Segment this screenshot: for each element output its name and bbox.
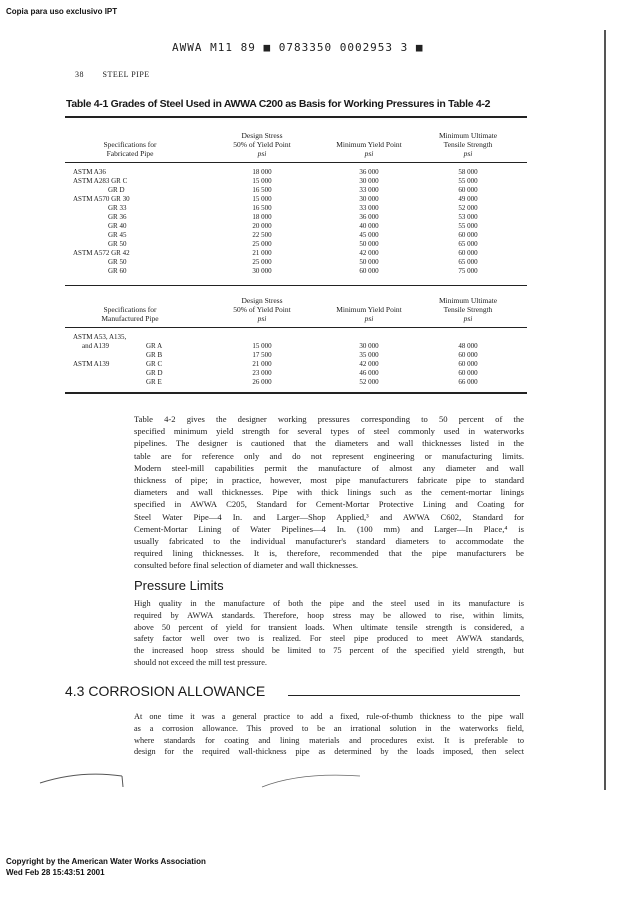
- table-row-spec: GR 60: [108, 267, 127, 275]
- header-spec-manufactured: Specifications for Manufactured Pipe: [101, 305, 159, 323]
- table-row-spec: ASTM A572 GR 42: [73, 249, 130, 257]
- table-row-spec: GR 33: [108, 204, 127, 212]
- table-cell-design: 26 000: [252, 378, 272, 386]
- table-cell-grade: GR A: [146, 342, 163, 350]
- table-cell-yield: 40 000: [359, 222, 379, 230]
- table-row-spec: GR 36: [108, 213, 127, 221]
- text-line: design for the required wall-thickness pipe as determined by the loads imposed, then select: [134, 747, 524, 757]
- text-line: specified minimum yield strength for several types of steel commonly used in waterworks: [134, 426, 524, 437]
- table-cell-tensile: 58 000: [458, 168, 478, 176]
- table-row-spec: ASTM A570 GR 30: [73, 195, 130, 203]
- table-row-spec: ASTM A36: [73, 168, 106, 176]
- text-line: required by AWWA standards. Therefore, hoop stress may be allowed to rise, within limits,: [134, 610, 524, 620]
- text-line: Cement-Mortar Lining of Water Pipelines—4 In. (100 mm) and Larger—In Place,⁴ is: [134, 523, 524, 534]
- text-line: required lining thicknesses. It is, therefore, recommended that the pipe manufacturers be: [134, 548, 524, 559]
- table-cell-yield: 52 000: [359, 378, 379, 386]
- text-line: specified in AWWA C205, Standard for Cement-Mortar Protective Lining and Coating for: [134, 499, 524, 510]
- table-cell-design: 30 000: [252, 267, 272, 275]
- page-number: 38: [75, 70, 84, 79]
- table-cell-tensile: 49 000: [458, 195, 478, 203]
- footer-timestamp: Wed Feb 28 15:43:51 2001: [6, 868, 105, 877]
- table-spec-line: ASTM A53, A135,: [73, 333, 127, 341]
- table-cell-tensile: 60 000: [458, 231, 478, 239]
- table-cell-design: 21 000: [252, 360, 272, 368]
- header-min-yield-2: Minimum Yield Point psi: [336, 305, 402, 323]
- header-design-stress: Design Stress 50% of Yield Point psi: [233, 131, 291, 158]
- table-cell-yield: 33 000: [359, 204, 379, 212]
- text-line: should not exceed the mill test pressure.: [134, 657, 267, 667]
- table-cell-yield: 45 000: [359, 231, 379, 239]
- header-min-tensile: Minimum Ultimate Tensile Strength psi: [438, 131, 498, 158]
- table-row-spec: GR D: [108, 186, 125, 194]
- table-cell-grade: GR E: [146, 378, 162, 386]
- table-cell-design: 18 000: [252, 168, 272, 176]
- table-cell-tensile: 60 000: [458, 360, 478, 368]
- table-cell-yield: 50 000: [359, 258, 379, 266]
- table-cell-yield: 42 000: [359, 249, 379, 257]
- footer-copyright: Copyright by the American Water Works Association: [6, 857, 206, 866]
- text-line: consulted before final selection of diameter and wall thicknesses.: [134, 560, 359, 571]
- table-cell-yield: 30 000: [359, 177, 379, 185]
- running-title: STEEL PIPE: [102, 70, 150, 79]
- table-cell-design: 16 500: [252, 186, 272, 194]
- table-cell-yield: 30 000: [359, 195, 379, 203]
- table-cell-tensile: 60 000: [458, 369, 478, 377]
- table-cell-tensile: 55 000: [458, 177, 478, 185]
- table-cell-tensile: 48 000: [458, 342, 478, 350]
- text-line: the increased hoop stress should be limited to 75 percent of the specified yield strength, but: [134, 646, 524, 656]
- table-row-spec: GR 50: [108, 240, 127, 248]
- table-cell-yield: 60 000: [359, 267, 379, 275]
- table-cell-yield: 36 000: [359, 213, 379, 221]
- table-cell-design: 18 000: [252, 213, 272, 221]
- table-cell-design: 21 000: [252, 249, 272, 257]
- text-line: pipelines. The designer is cautioned that the diameters and wall thicknesses listed in the: [134, 438, 524, 449]
- table-cell-grade: GR B: [146, 351, 163, 359]
- header-note: Copia para uso exclusivo IPT: [6, 7, 118, 16]
- subheading-pressure-limits: Pressure Limits: [134, 578, 224, 593]
- table-cell-grade: GR D: [146, 369, 163, 377]
- table-cell-design: 15 000: [252, 177, 272, 185]
- table-cell-yield: 35 000: [359, 351, 379, 359]
- table-cell-design: 20 000: [252, 222, 272, 230]
- table-cell-tensile: 60 000: [458, 249, 478, 257]
- text-line: as a corrosion allowance. This proved to be an irrational solution in the waterworks field,: [134, 723, 524, 733]
- table-title: Table 4-1 Grades of Steel Used in AWWA C200 as Basis for Working Pressures in Table 4-2: [66, 98, 491, 110]
- text-line: usually fabricated to the individual manufacturer's standard diameters to accommodate the: [134, 536, 524, 547]
- header-spec-fabricated: Specifications for Fabricated Pipe: [103, 140, 157, 158]
- scan-code: AWWA M11 89 ■ 0783350 0002953 3 ■: [172, 41, 424, 54]
- table-row-spec: GR 50: [108, 258, 127, 266]
- text-line: diameters and wall thicknesses. Pipe with thick linings such as the cement-mortar linings: [134, 487, 524, 498]
- text-line: above 50 percent of yield for transient loads. When ultimate tensile strength is considered, a: [134, 622, 524, 632]
- table-cell-yield: 46 000: [359, 369, 379, 377]
- text-line: table are for reference only and do not represent engineering or manufacturing limits.: [134, 450, 524, 461]
- table-cell-tensile: 65 000: [458, 258, 478, 266]
- text-line: safety factor well over two is realized. For steel pipe produced to meet AWWA standards,: [134, 634, 524, 644]
- text-line: Steel Water Pipe—4 In. and Larger—Shop Applied,³ and AWWA C602, Standard for: [134, 511, 524, 522]
- table-cell-design: 16 500: [252, 204, 272, 212]
- table-cell-tensile: 60 000: [458, 186, 478, 194]
- table-cell-grade: GR C: [146, 360, 163, 368]
- table-cell-tensile: 65 000: [458, 240, 478, 248]
- table-row-spec: and A139: [82, 342, 110, 350]
- table-cell-tensile: 66 000: [458, 378, 478, 386]
- text-line: At one time it was a general practice to add a fixed, rule-of-thumb thickness to the pipe wall: [134, 712, 524, 721]
- text-line: where standards for coating and lining materials and procedures exist. It is preferable to: [134, 735, 524, 745]
- table-cell-tensile: 52 000: [458, 204, 478, 212]
- text-line: Table 4-2 gives the designer working pressures corresponding to 50 percent of the: [134, 414, 524, 424]
- header-min-tensile-2: Minimum Ultimate Tensile Strength psi: [438, 296, 498, 323]
- table-cell-yield: 42 000: [359, 360, 379, 368]
- table-cell-tensile: 53 000: [458, 213, 478, 221]
- table-cell-design: 17 500: [252, 351, 272, 359]
- table-cell-yield: 36 000: [359, 168, 379, 176]
- table-row-spec: ASTM A283 GR C: [73, 177, 128, 185]
- table-cell-tensile: 60 000: [458, 351, 478, 359]
- table-cell-tensile: 75 000: [458, 267, 478, 275]
- header-design-stress-2: Design Stress 50% of Yield Point psi: [233, 296, 291, 323]
- table-cell-design: 15 000: [252, 195, 272, 203]
- table-cell-yield: 50 000: [359, 240, 379, 248]
- table-cell-tensile: 55 000: [458, 222, 478, 230]
- table-row-spec: ASTM A139: [73, 360, 110, 368]
- text-line: Modern steel-mill capabilities permit the manufacture of almost any diameter and wall: [134, 462, 524, 473]
- text-line: High quality in the manufacture of both the pipe and the steel used in its manufacture is: [134, 599, 524, 608]
- section-heading: 4.3 CORROSION ALLOWANCE: [65, 683, 266, 699]
- table-cell-design: 22 500: [252, 231, 272, 239]
- table-cell-design: 25 000: [252, 240, 272, 248]
- table-cell-design: 15 000: [252, 342, 272, 350]
- table-cell-yield: 33 000: [359, 186, 379, 194]
- header-min-yield: Minimum Yield Point psi: [336, 140, 402, 158]
- table-row-spec: GR 40: [108, 222, 127, 230]
- table-cell-yield: 30 000: [359, 342, 379, 350]
- table-cell-design: 25 000: [252, 258, 272, 266]
- text-line: thickness of pipe; in practice, however, most pipe manufacturers fabricate pipe to standard: [134, 475, 524, 486]
- table-row-spec: GR 45: [108, 231, 127, 239]
- table-cell-design: 23 000: [252, 369, 272, 377]
